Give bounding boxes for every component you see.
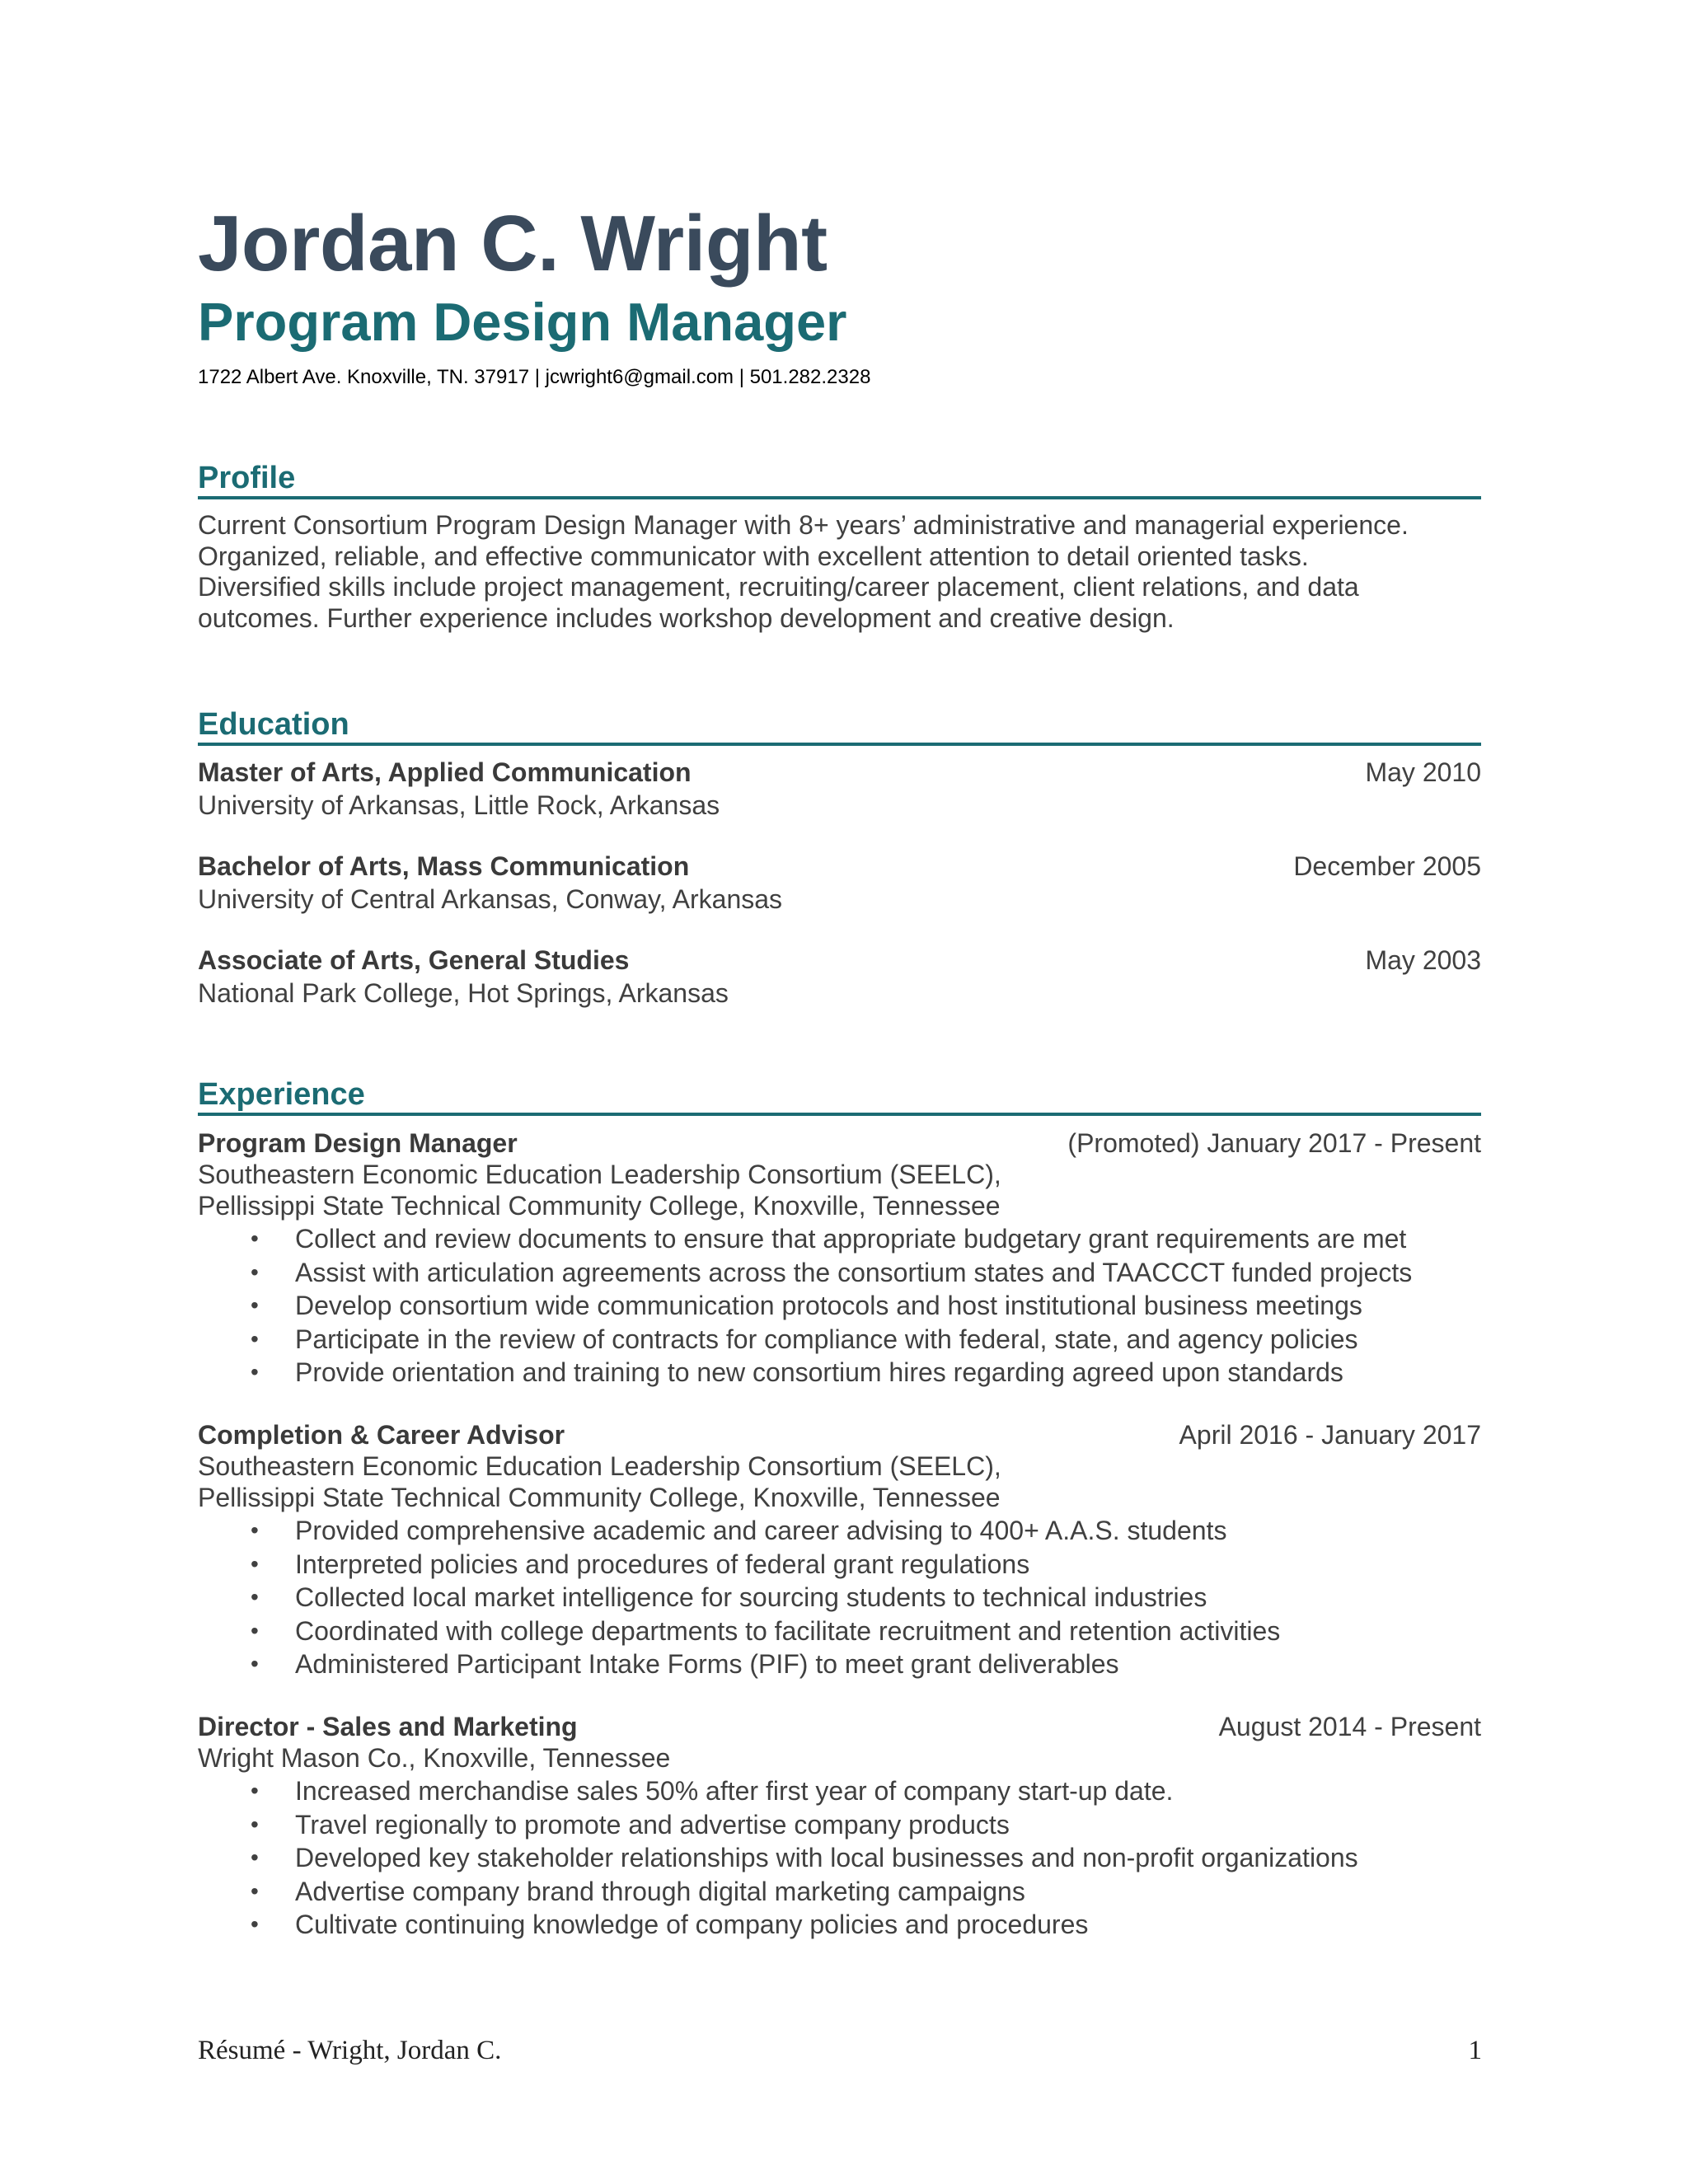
job-header	[198, 1127, 1481, 1160]
list-item	[198, 1875, 1358, 1909]
profile-heading-text: Profile	[198, 461, 296, 496]
list-item	[198, 1222, 1412, 1256]
job-organization: Southeastern Economic Education Leadership Consortium (SEELC),	[198, 1160, 1001, 1189]
profile-line: Organized, reliable, and effective communicator with excellent attention to detail oriented tasks.	[198, 541, 1309, 571]
bullet-text: Developed key stakeholder relationships with local businesses and non-profit organizations	[295, 1843, 1358, 1872]
candidate-name: Jordan C. Wright	[198, 199, 828, 288]
job-bullets	[198, 1222, 1412, 1390]
list-item	[198, 1514, 1280, 1548]
education-item	[198, 850, 1481, 883]
education-heading-text: Education	[198, 707, 349, 743]
education-item	[198, 756, 1481, 789]
school: National Park College, Hot Springs, Arkansas	[198, 978, 729, 1008]
candidate-title: Program Design Manager	[198, 292, 847, 352]
bullet-text: Advertise company brand through digital marketing campaigns	[295, 1876, 1025, 1906]
profile-summary	[198, 510, 1492, 634]
job-role: Completion & Career Advisor	[198, 1420, 565, 1450]
bullet-text: Collected local market intelligence for sourcing students to technical industries	[295, 1582, 1207, 1612]
list-item	[198, 1908, 1358, 1942]
job-header	[198, 1418, 1481, 1451]
job-organization: Southeastern Economic Education Leadership Consortium (SEELC),	[198, 1451, 1001, 1481]
school: University of Arkansas, Little Rock, Arkansas	[198, 790, 720, 820]
job-header	[198, 1710, 1481, 1743]
bullet-icon: •	[251, 1517, 259, 1543]
bullet-icon: •	[251, 1911, 259, 1937]
job-date: August 2014 - Present	[1218, 1712, 1481, 1741]
bullet-text: Provided comprehensive academic and career advising to 400+ A.A.S. students	[295, 1516, 1227, 1545]
list-item	[198, 1548, 1280, 1582]
degree: Master of Arts, Applied Communication	[198, 757, 692, 787]
experience-heading-text: Experience	[198, 1077, 365, 1113]
bullet-icon: •	[251, 1226, 259, 1251]
footer-label: Résumé - Wright, Jordan C.	[198, 2036, 502, 2065]
bullet-text: Participate in the review of contracts for compliance with federal, state, and agency policies	[295, 1324, 1358, 1354]
list-item	[198, 1323, 1412, 1357]
list-item	[198, 1647, 1280, 1681]
list-item	[198, 1581, 1280, 1615]
bullet-icon: •	[251, 1778, 259, 1803]
bullet-icon: •	[251, 1877, 259, 1904]
bullet-text: Cultivate continuing knowledge of company policies and procedures	[295, 1910, 1089, 1939]
list-item	[198, 1774, 1358, 1808]
job-role: Program Design Manager	[198, 1128, 518, 1158]
job-organization: Pellissippi State Technical Community College, Knoxville, Tennessee	[198, 1483, 1001, 1512]
bullet-text: Travel regionally to promote and advertise company products	[295, 1809, 1010, 1840]
bullet-icon: •	[251, 1359, 259, 1385]
job-date: (Promoted) January 2017 - Present	[1067, 1128, 1481, 1158]
profile-line: Current Consortium Program Design Manager with 8+ years’ administrative and managerial experience.	[198, 510, 1409, 540]
bullet-text: Coordinated with college departments to facilitate recruitment and retention activities	[295, 1615, 1281, 1646]
bullet-icon: •	[251, 1651, 259, 1676]
education-heading	[198, 701, 1481, 746]
degree: Associate of Arts, General Studies	[198, 945, 630, 975]
bullet-icon: •	[251, 1811, 259, 1837]
bullet-icon: •	[251, 1584, 259, 1610]
contact-info: 1722 Albert Ave. Knoxville, TN. 37917 | jcwright6@gmail.com | 501.282.2328	[198, 366, 871, 388]
bullet-text: Increased merchandise sales 50% after first year of company start-up date.	[295, 1776, 1174, 1806]
list-item	[198, 1808, 1358, 1842]
bullet-icon: •	[251, 1258, 259, 1285]
job-bullets	[198, 1514, 1280, 1681]
bullet-icon: •	[251, 1325, 259, 1352]
degree-date: May 2010	[1365, 757, 1481, 787]
bullet-icon: •	[251, 1292, 259, 1318]
experience-heading	[198, 1071, 1481, 1116]
job-role: Director - Sales and Marketing	[198, 1712, 578, 1741]
education-item	[198, 944, 1481, 977]
bullet-icon: •	[251, 1550, 259, 1577]
list-item	[198, 1256, 1412, 1290]
bullet-text: Provide orientation and training to new consortium hires regarding agreed upon standards	[295, 1357, 1343, 1387]
list-item	[198, 1615, 1280, 1648]
list-item	[198, 1841, 1358, 1875]
degree-date: May 2003	[1365, 945, 1481, 975]
degree: Bachelor of Arts, Mass Communication	[198, 851, 690, 881]
bullet-text: Assist with articulation agreements across the consortium states and TAACCCT funded projects	[295, 1257, 1413, 1287]
profile-line: outcomes. Further experience includes workshop development and creative design.	[198, 602, 1175, 633]
degree-date: December 2005	[1293, 851, 1481, 881]
school: University of Central Arkansas, Conway, Arkansas	[198, 884, 783, 914]
job-bullets	[198, 1774, 1358, 1942]
bullet-text: Administered Participant Intake Forms (PIF) to meet grant deliverables	[295, 1649, 1119, 1679]
bullet-text: Collect and review documents to ensure that appropriate budgetary grant requirements are met	[295, 1224, 1407, 1254]
bullet-icon: •	[251, 1844, 259, 1870]
bullet-icon: •	[251, 1617, 259, 1643]
page-number: 1	[1468, 2036, 1482, 2065]
job-date: April 2016 - January 2017	[1179, 1420, 1481, 1450]
job-organization: Wright Mason Co., Knoxville, Tennessee	[198, 1743, 671, 1773]
bullet-text: Interpreted policies and procedures of federal grant regulations	[295, 1549, 1030, 1579]
profile-heading	[198, 455, 1481, 499]
profile-line: Diversified skills include project management, recruiting/career placement, client relations, and data	[198, 572, 1359, 602]
bullet-text: Develop consortium wide communication protocols and host institutional business meetings	[295, 1291, 1362, 1320]
list-item	[198, 1289, 1412, 1323]
job-organization: Pellissippi State Technical Community College, Knoxville, Tennessee	[198, 1191, 1001, 1221]
list-item	[198, 1356, 1412, 1390]
